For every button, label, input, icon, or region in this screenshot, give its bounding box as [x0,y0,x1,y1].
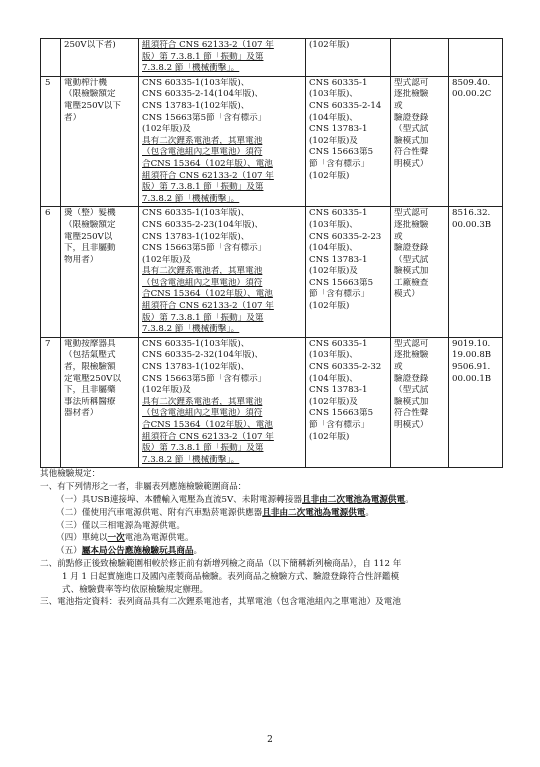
cns-line: CNS 60335-2-32 [309,362,382,373]
std-line: CNS 60335-2-23(104年版)、 [142,219,264,230]
std-line: 7.3.8.2 節「機械衝擊」。 [142,454,240,465]
name-line: 者，限檢驗額 [64,362,116,373]
cell-cns [306,76,391,207]
std-line: 具有二次鋰系電池者，其單電池 [142,135,263,146]
note-2-line-3: 式、檢驗費率等均依原檢驗規定辦理。 [62,584,209,595]
mode-line: 逐批檢驗 [394,219,429,230]
std-line: 具有二次鋰系電池者，其單電池 [142,266,263,277]
std-line: 7.3.8.2 節「機械衝擊」。 [142,324,240,335]
std-line: CNS 15663第5節「含有標示」 [142,243,267,254]
std-line: (102年版)及 [142,254,191,265]
code-line: 19.00.8B [452,350,492,361]
cns-line: CNS 60335-1 [309,338,368,349]
name-line: 事法所稱醫療 [64,396,116,407]
std-line: 7.3.8.2 節「機械衝擊」。 [142,63,240,74]
mode-line: 模式） [394,289,420,300]
mode-line: 驗證登錄 [394,373,429,384]
std-line: CNS 60335-1(103年版)、 [142,338,250,349]
table-row [41,39,503,77]
std-line: CNS 60335-2-14(104年版)、 [142,89,264,100]
mode-line: 逐批檢驗 [394,350,429,361]
std-line: 7.3.8.2 節「機械衝擊」。 [142,193,240,204]
code-line: 8516.32. [452,208,491,219]
note-1-item-1: （一）具USB連接埠、本體輸入電壓為直流5V、未附電源轉接器且非由二次電池為電源供電。 [56,494,414,505]
cns-line: (104年版)、 [309,243,358,254]
mode-line: 或 [394,362,403,373]
cell-mode [391,207,449,338]
table-row [41,337,503,468]
cns-line: CNS 13783-1 [309,124,368,135]
std-line: 組須符合 CNS 62133-2（107 年 [142,431,274,442]
name-line: 者） [64,112,82,123]
name-line: 定電壓250V以 [64,373,121,384]
std-line: （包含電池組內之單電池）須符 [142,147,263,158]
std-line: 具有二次鋰系電池者，其單電池 [142,396,263,407]
cell-mode [391,76,449,207]
mode-line: 驗證登錄 [394,112,429,123]
name-line: 燙（整）髮機 [64,208,116,219]
mode-line: 逐批檢驗 [394,89,429,100]
mode-line: 符合性聲 [394,147,429,158]
mode-line: 明模式） [394,158,429,169]
cell-code [449,337,503,468]
other-inspection-rules [40,468,502,609]
std-line: CNS 13783-1(102年版)、 [142,100,250,111]
cell-code [449,207,503,338]
mode-line: 工廠檢查 [394,277,429,288]
cns-line: (102年版)及 [309,396,358,407]
cell-name [61,207,139,338]
note-2-line-2: 1 月 1 日起實施進口及國內產製商品檢驗。表列商品之檢驗方式、驗證登錄符合性評鑑模 [62,571,400,582]
std-line: CNS 15663第5節「含有標示」 [142,112,267,123]
mode-line: 型式認可 [394,338,429,349]
cns-line: CNS 60335-2-14 [309,100,382,111]
cell-name [61,76,139,207]
std-line: 合CNS 15364（102年版）、電池 [142,289,273,300]
note-1: 一、有下列情形之一者，非屬表列應施檢驗範圍商品： [40,482,247,493]
note-3: 三、電池指定資料：表列商品具有二次鋰系電池者，其單電池（包含電池組內之單電池）及電池 [40,597,401,608]
cns-line: (102年版)及 [309,135,358,146]
cns-line: (102年版)及 [309,266,358,277]
std-line: 版）第 7.3.8.1 節「振動」及第 [142,443,264,454]
note-1-item-4: （四）單純以一次電池為電源供電。 [56,533,194,544]
name-line: 下，且非屬藥 [64,385,116,396]
std-line: 組須符合 CNS 62133-2（107 年 [142,170,274,181]
cns-line: (102年版) [309,170,350,181]
mode-line: 或 [394,100,403,111]
note-1-item-2: （二）僅使用汽車電源供電、附有汽車點菸電源供應器且非由二次電池為電源供電。 [56,507,375,518]
table-row [41,76,503,207]
cns-line: CNS 13783-1 [309,254,368,265]
cell-num: 6 [41,207,61,338]
std-line: （包含電池組內之單電池）須符 [142,277,263,288]
cns-line: CNS 60335-1 [309,77,368,88]
std-line: 合CNS 15364（102年版）、電池 [142,158,273,169]
cns-line: CNS 15663第5 [309,277,374,288]
cns-line: (102年版) [309,431,350,442]
cell-std [139,76,306,207]
name-line: 物用者） [64,254,99,265]
code-line: 00.00.2C [452,89,492,100]
cell-cns [306,39,391,77]
document-body [40,38,502,609]
name-line: 電動榨汁機 [64,77,107,88]
name-line: 下，且非屬動 [64,243,116,254]
cell-code [449,39,503,77]
code-line: 00.00.3B [452,219,492,230]
std-line: (102年版)及 [142,124,191,135]
std-line: 版）第 7.3.8.1 節「振動」及第 [142,51,264,62]
std-line: CNS 60335-2-32(104年版)、 [142,350,264,361]
cell-mode [391,337,449,468]
cell-num [41,39,61,77]
std-line: CNS 13783-1(102年版)、 [142,231,250,242]
std-line: 組須符合 CNS 62133-2（107 年 [142,40,274,50]
cell-num: 7 [41,337,61,468]
cell-cns [306,207,391,338]
cns-line: 節「含有標示」 [309,289,370,300]
cell-code [449,76,503,207]
cell-num: 5 [41,76,61,207]
std-line: (102年版)及 [142,385,191,396]
cns-line: (102年版) [309,40,350,50]
cns-line: (103年版)、 [309,89,358,100]
cns-line: (104年版)、 [309,373,358,384]
mode-line: 明模式） [394,420,429,430]
std-line: 合CNS 15364（102年版）、電池 [142,420,273,430]
std-line: 版）第 7.3.8.1 節「振動」及第 [142,312,264,323]
cns-line: (102年版) [309,301,350,312]
code-line: 9506.91. [452,362,491,373]
mode-line: 驗證登錄 [394,243,429,254]
cell-std [139,207,306,338]
name-line: （限檢驗額定 [64,89,116,100]
mode-line: 型式認可 [394,77,429,88]
notes-heading: 其他檢驗規定： [40,469,101,480]
std-line: CNS 60335-1(103年版)、 [142,77,250,88]
cns-line: CNS 15663第5 [309,147,374,158]
std-line: CNS 60335-1(103年版)、 [142,208,250,219]
mode-line: 型式認可 [394,208,429,219]
cell-cns [306,337,391,468]
cell-name [61,39,139,77]
std-line: 組須符合 CNS 62133-2（107 年 [142,301,274,312]
mode-line: 驗模式加 [394,266,429,277]
code-line: 9019.10. [452,338,491,349]
name-line: （限檢驗額定 [64,219,116,230]
table-row [41,207,503,338]
cns-line: 節「含有標示」 [309,158,370,169]
note-1-item-3: （三）僅以三相電源為電源供電。 [56,520,185,531]
name-line: 電壓250V以 [64,231,113,242]
inspection-table [40,38,503,468]
cell-mode [391,39,449,77]
note-2-line-1: 二、前點修正後致檢驗範圍相較於修正前有新增列檢之商品（以下簡稱新列檢商品），自 112 年 [40,558,402,569]
mode-line: 符合性聲 [394,408,429,419]
cell-std [139,39,306,77]
name-line: 電壓250V以下 [64,100,121,111]
cns-line: (103年版)、 [309,219,358,230]
code-line: 00.00.1B [452,373,492,384]
mode-line: （型式試 [394,254,429,265]
cell-std [139,337,306,468]
name-line: 器材者） [64,408,99,419]
code-line: 8509.40. [452,77,491,88]
std-line: （包含電池組內之單電池）須符 [142,408,263,419]
name-line: 電動按摩器具 [64,338,116,349]
cns-line: CNS 15663第5 [309,408,374,419]
note-1-item-5: （五）屬本局公告應施檢驗玩具商品。 [56,546,203,557]
mode-line: 驗模式加 [394,135,429,146]
std-line: 版）第 7.3.8.1 節「振動」及第 [142,182,264,193]
mode-line: 或 [394,231,403,242]
name-line: 250V以下者) [64,40,116,50]
cns-line: (104年版)、 [309,112,358,123]
cns-line: CNS 60335-2-23 [309,231,382,242]
cns-line: (103年版)、 [309,350,358,361]
std-line: CNS 13783-1(102年版)、 [142,362,250,373]
cns-line: CNS 13783-1 [309,385,368,396]
cns-line: CNS 60335-1 [309,208,368,219]
mode-line: 驗模式加 [394,396,429,407]
mode-line: （型式試 [394,385,429,396]
cns-line: 節「含有標示」 [309,420,370,430]
page-number: 2 [267,735,273,745]
mode-line: （型式試 [394,124,429,135]
name-line: （包括氣壓式 [64,350,116,361]
std-line: CNS 15663第5節「含有標示」 [142,373,267,384]
cell-name [61,337,139,468]
